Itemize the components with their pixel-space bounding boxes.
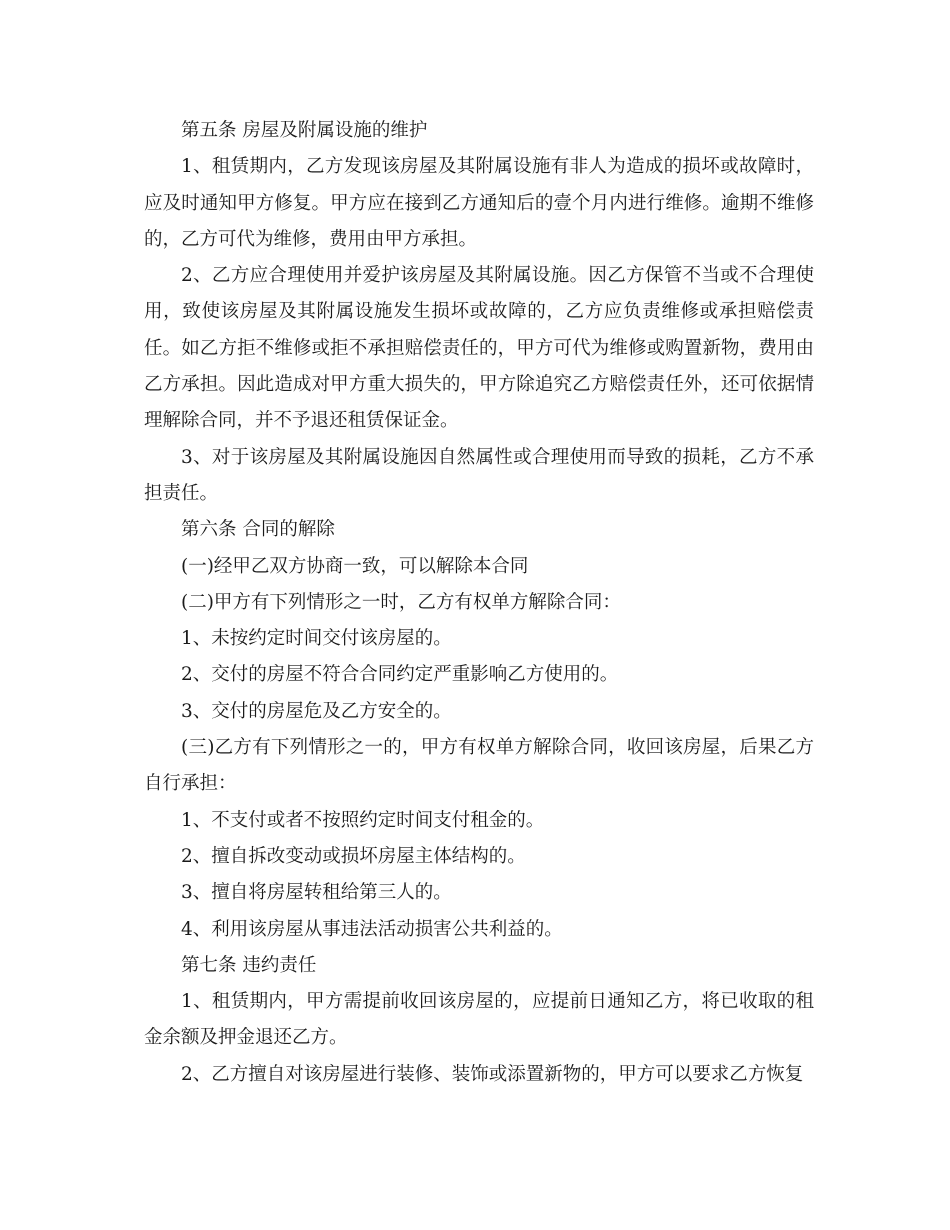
paragraph: 3、擅自将房屋转租给第三人的。 <box>181 882 452 904</box>
paragraph: 1、租赁期内，甲方需提前收回该房屋的，应提前日通知乙方，将已收取的租金余额及押金退还乙方。 <box>144 991 814 1049</box>
paragraph: 2、擅自拆改变动或损坏房屋主体结构的。 <box>181 845 526 867</box>
paragraph: (二)甲方有下列情形之一时，乙方有权单方解除合同： <box>181 591 621 613</box>
section-heading-5: 第五条 房屋及附属设施的维护 <box>181 120 428 141</box>
paragraph: 2、乙方应合理使用并爱护该房屋及其附属设施。因乙方保管不当或不合理使用，致使该房屋及其附属设施发生损坏或故障的，乙方应负责维修或承担赔偿责任。如乙方拒不维修或拒不承担赔偿责任的，甲方可代为维修或购置新物，费用由乙方承担。因此造成对甲方重大损失的，甲方除追究乙方赔偿责任外，还可依据情理解除合同，并不予退还租赁保证金。 <box>144 265 814 432</box>
document-body <box>144 113 814 1093</box>
paragraph: (一)经甲乙双方协商一致，可以解除本合同 <box>181 555 529 577</box>
paragraph: 4、利用该房屋从事违法活动损害公共利益的。 <box>181 918 563 940</box>
paragraph: 2、交付的房屋不符合合同约定严重影响乙方使用的。 <box>181 664 619 686</box>
paragraph: 3、对于该房屋及其附属设施因自然属性或合理使用而导致的损耗，乙方不承担责任。 <box>144 446 814 504</box>
paragraph: (三)乙方有下列情形之一的，甲方有权单方解除合同，收回该房屋，后果乙方自行承担： <box>144 737 814 795</box>
paragraph: 1、不支付或者不按照约定时间支付租金的。 <box>181 809 545 831</box>
paragraph: 1、未按约定时间交付该房屋的。 <box>181 628 452 650</box>
paragraph: 1、租赁期内，乙方发现该房屋及其附属设施有非人为造成的损坏或故障时，应及时通知甲方修复。甲方应在接到乙方通知后的壹个月内进行维修。逾期不维修的，乙方可代为维修，费用由甲方承担。 <box>144 156 814 250</box>
section-heading-7: 第七条 违约责任 <box>181 954 317 976</box>
section-heading-6: 第六条 合同的解除 <box>181 519 335 541</box>
paragraph: 2、乙方擅自对该房屋进行装修、装饰或添置新物的，甲方可以要求乙方恢复 <box>181 1063 804 1085</box>
paragraph: 3、交付的房屋危及乙方安全的。 <box>181 700 452 722</box>
